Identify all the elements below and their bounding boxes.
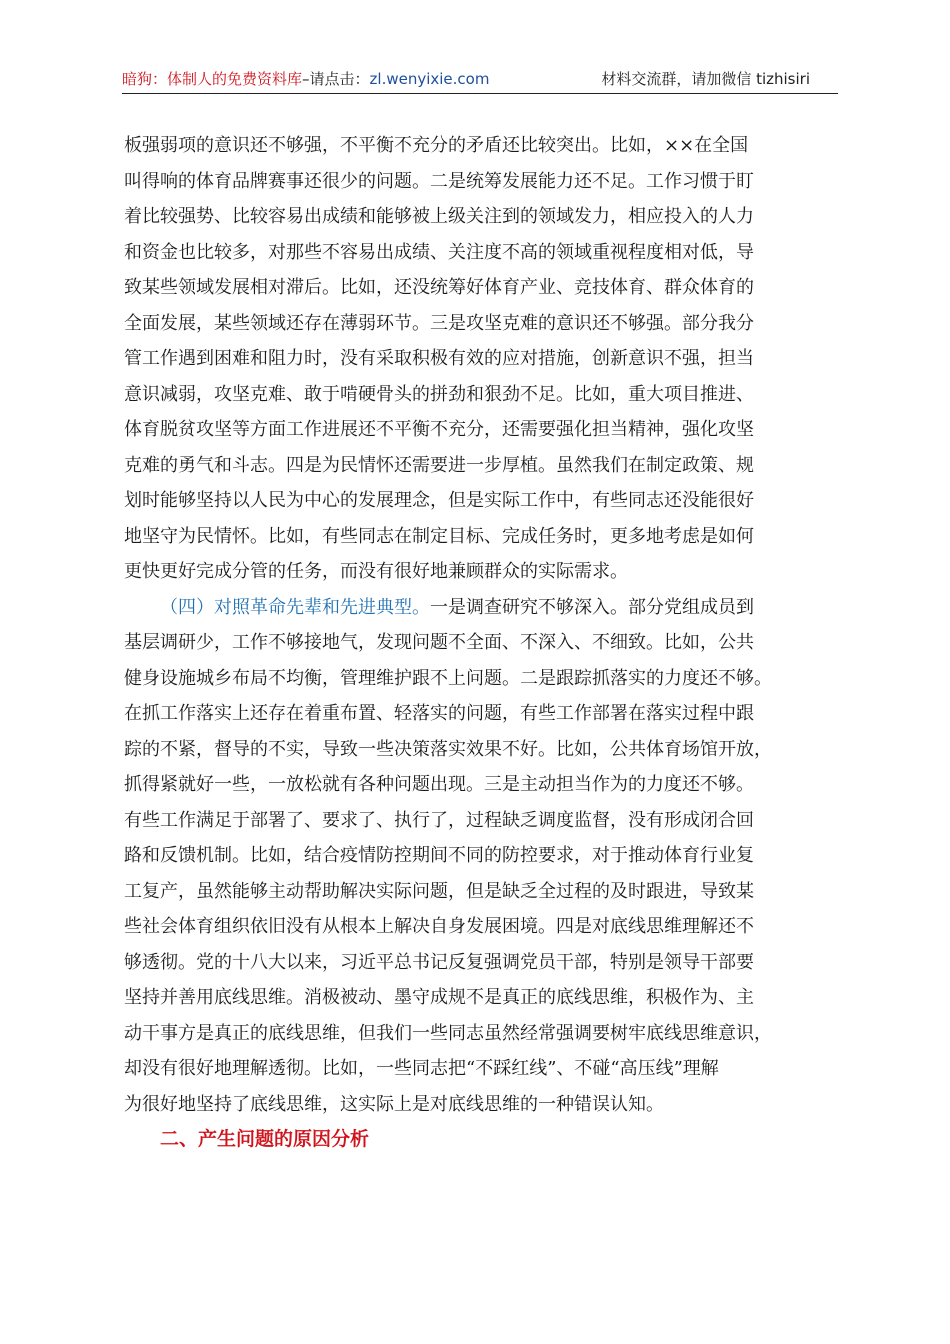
text-line: 却没有很好地理解透彻。比如，一些同志把“不踩红线”、不碰“高压线”理解: [124, 1058, 719, 1079]
text-line: 更快更好完成分管的任务，而没有很好地兼顾群众的实际需求。: [124, 561, 628, 582]
section-heading: 二、产生问题的原因分析: [160, 1128, 370, 1150]
text-line: 着比较强势、比较容易出成绩和能够被上级关注到的领域发力，相应投入的人力: [124, 206, 754, 227]
text-line: 地坚守为民情怀。比如，有些同志在制定目标、完成任务时，更多地考虑是如何: [124, 525, 754, 547]
text-line: 全面发展，某些领域还存在薄弱环节。三是攻坚克难的意识还不够强。部分我分: [124, 312, 754, 334]
text-line: 为很好地坚持了底线思维，这实际上是对底线思维的一种错误认知。: [124, 1093, 664, 1115]
paragraph-4: [124, 590, 824, 1123]
text-line: 叫得响的体育品牌赛事还很少的问题。二是统筹发展能力还不足。工作习惯于盯: [124, 170, 754, 192]
text-line: 意识减弱，攻坚克难、敢于啃硬骨头的拼劲和狠劲不足。比如，重大项目推进、: [124, 383, 754, 405]
text-line: 工复产，虽然能够主动帮助解决实际问题，但是缺乏全过程的及时跟进，导致某: [124, 880, 754, 902]
text-line: 够透彻。党的十八大以来，习近平总书记反复强调党员干部，特别是领导干部要: [124, 951, 754, 973]
header-url-link[interactable]: zl.wenyixie.com: [369, 70, 490, 88]
text-line: [124, 590, 824, 626]
text-line: 板强弱项的意识还不够强，不平衡不充分的矛盾还比较突出。比如，××在全国: [124, 135, 749, 156]
text-line: 抓得紧就好一些，一放松就有各种问题出现。三是主动担当作为的力度还不够。: [124, 774, 754, 795]
text-line: 和资金也比较多，对那些不容易出成绩、关注度不高的领域重视程度相对低，导: [124, 241, 754, 263]
document-body: [124, 128, 824, 1122]
paragraph-3-continued: [124, 128, 824, 590]
text-line: 健身设施城乡布局不均衡，管理维护跟不上问题。二是跟踪抓落实的力度还不够。: [124, 667, 772, 689]
text-line: 有些工作满足于部署了、要求了、执行了，过程缺乏调度监督，没有形成闭合回: [124, 809, 754, 831]
text-line: 划时能够坚持以人民为中心的发展理念，但是实际工作中，有些同志还没能很好: [124, 490, 754, 511]
header-prompt: –请点击：: [302, 70, 370, 88]
text-line: 基层调研少，工作不够接地气，发现问题不全面、不深入、不细致。比如，公共: [124, 632, 754, 653]
text-line: 坚持并善用底线思维。消极被动、墨守成规不是真正的底线思维，积极作为、主: [124, 987, 754, 1008]
text-line: 在抓工作落实上还存在着重布置、轻落实的问题，有些工作部署在落实过程中跟: [124, 703, 754, 724]
text-line: 动干事方是真正的底线思维，但我们一些同志虽然经常强调要树牢底线思维意识，: [124, 1022, 772, 1044]
text-line: 管工作遇到困难和阻力时，没有采取积极有效的应对措施，创新意识不强，担当: [124, 348, 754, 369]
text-line: 致某些领域发展相对滞后。比如，还没统筹好体育产业、竞技体育、群众体育的: [124, 277, 754, 298]
header-brand: 暗狗：体制人的免费资料库: [122, 70, 303, 88]
header-contact: 材料交流群，请加微信 tizhisiri: [601, 70, 810, 88]
text-line: 踪的不紧，督导的不实，导致一些决策落实效果不好。比如，公共体育场馆开放，: [124, 738, 772, 760]
header-divider: [122, 93, 838, 94]
text-line: 路和反馈机制。比如，结合疫情防控期间不同的防控要求，对于推动体育行业复: [124, 845, 754, 866]
subheading-rest: 一是调查研究不够深入。部分党组成员到: [430, 596, 754, 618]
text-line: 体育脱贫攻坚等方面工作进展还不平衡不充分，还需要强化担当精神，强化攻坚: [124, 419, 754, 440]
subheading: （四）对照革命先辈和先进典型。: [160, 596, 430, 618]
text-line: 些社会体育组织依旧没有从根本上解决自身发展困境。四是对底线思维理解还不: [124, 916, 754, 937]
text-line: 克难的勇气和斗志。四是为民情怀还需要进一步厚植。虽然我们在制定政策、规: [124, 454, 754, 476]
page-header: [122, 68, 838, 94]
